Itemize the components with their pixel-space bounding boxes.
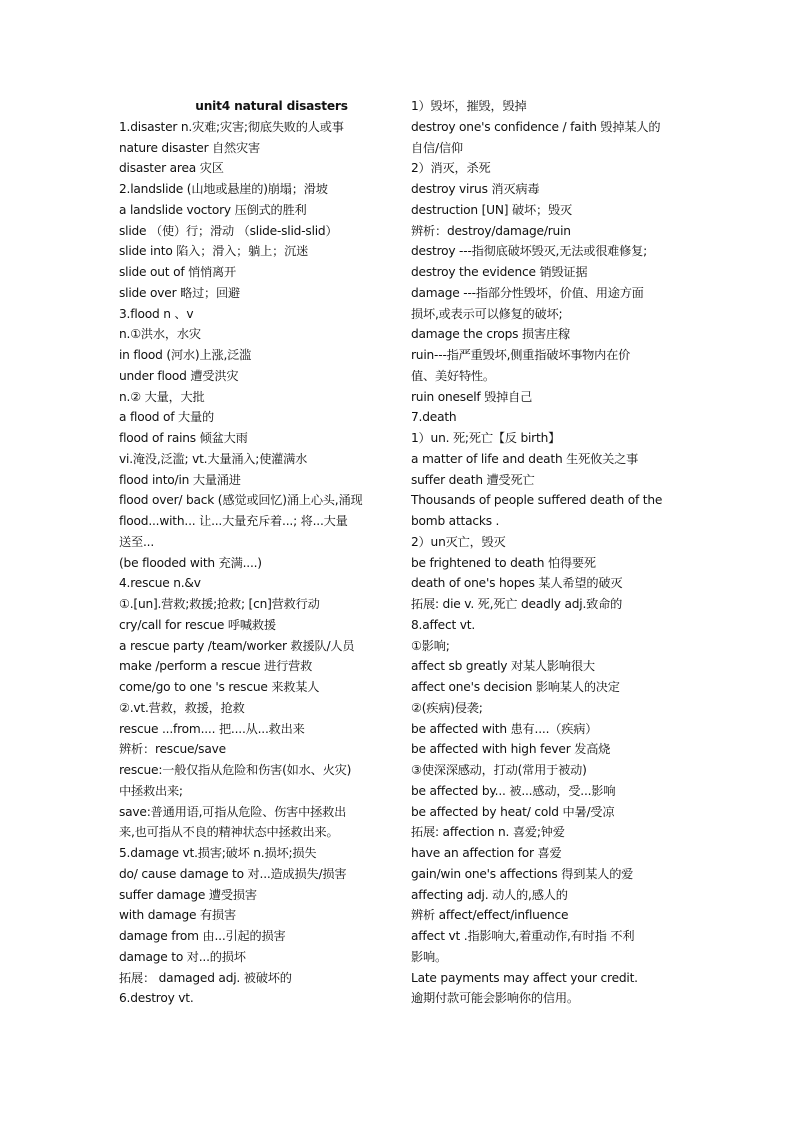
text-line: a flood of 大量的 [119, 410, 214, 425]
text-line: do/ cause damage to 对...造成损失/损害 [119, 866, 347, 881]
text-line: Thousands of people suffered death of the [411, 493, 663, 508]
text-line: a matter of life and death 生死攸关之事 [411, 451, 639, 466]
text-line: 2.landslide (山地或悬崖的)崩塌；滑坡 [119, 182, 328, 196]
text-line: affect sb greatly 对某人影响很大 [411, 659, 595, 674]
text-line: slide （使）行；滑动 （slide-slid-slid） [119, 223, 338, 238]
text-line: under flood 遭受洪灾 [119, 368, 239, 383]
text-line: suffer damage 遭受损害 [119, 887, 257, 902]
text-line: 4.rescue n.&v [119, 576, 201, 591]
text-line: cry/call for rescue 呼喊救援 [119, 617, 276, 632]
text-line: destroy the evidence 销毁证据 [411, 265, 588, 279]
text-line: 损坏,或表示可以修复的破坏; [411, 306, 563, 321]
text-line: 值、美好特性。 [411, 368, 495, 383]
text-line: Late payments may affect your credit. [411, 970, 638, 985]
text-line: make /perform a rescue 进行营救 [119, 659, 313, 674]
text-line: ruin---指严重毁坏,侧重指破坏事物内在价 [411, 348, 631, 362]
text-line: gain/win one's affections 得到某人的爱 [411, 866, 634, 881]
text-line: rescue:一般仅指从危险和伤害(如水、火灾) [119, 763, 352, 777]
text-line: be affected with 患有....（疾病） [411, 721, 598, 736]
text-line: affect vt .指影响大,着重动作,有时指 不利 [411, 929, 635, 943]
text-line: n.② 大量，大批 [119, 389, 205, 404]
text-line: 影响。 [411, 949, 447, 964]
text-line: death of one's hopes 某人希望的破灭 [411, 576, 623, 591]
text-line: 辨析：rescue/save [119, 742, 226, 757]
text-line: ①影响; [411, 638, 450, 653]
text-line: ②.vt.营救，救援，抢救 [119, 700, 245, 715]
text-line: disaster area 灾区 [119, 161, 224, 176]
text-line: affect one's decision 影响某人的决定 [411, 680, 620, 694]
text-line: have an affection for 喜爱 [411, 846, 562, 860]
text-line: be affected by heat/ cold 中暑/受凉 [411, 804, 615, 819]
text-line: 送至... [119, 534, 154, 549]
text-line: destruction [UN] 破坏；毁灭 [411, 202, 572, 217]
text-line: 来,也可指从不良的精神状态中拯救出来。 [119, 825, 339, 840]
text-line: destroy ---指彻底破坏毁灭,无法或很难修复; [411, 244, 648, 259]
text-line: be affected by... 被...感动，受...影响 [411, 783, 616, 798]
text-line: destroy virus 消灭病毒 [411, 182, 540, 196]
text-line: be frightened to death 怕得要死 [411, 555, 596, 570]
text-line: 1）un. 死;死亡【反 birth】 [411, 431, 561, 445]
text-line: flood...with... 让...大量充斥着...; 将...大量 [119, 514, 348, 528]
text-line: ruin oneself 毁掉自己 [411, 389, 533, 404]
right-column [411, 96, 696, 1009]
text-line: ③使深深感动，打动(常用于被动) [411, 763, 587, 777]
text-line: 拓展： damaged adj. 被破坏的 [119, 970, 292, 985]
left-column [119, 96, 404, 1009]
text-line: 5.damage vt.损害;破坏 n.损坏;损失 [119, 846, 317, 860]
text-line: 3.flood n 、v [119, 306, 194, 321]
text-line: in flood (河水)上涨,泛滥 [119, 348, 252, 362]
text-line: 辨析：destroy/damage/ruin [411, 223, 571, 238]
text-line: damage the crops 损害庄稼 [411, 327, 570, 342]
text-line: be affected with high fever 发高烧 [411, 742, 611, 757]
text-line: flood over/ back (感觉或回忆)涌上心头,涌现 [119, 493, 363, 508]
text-line: come/go to one 's rescue 来救某人 [119, 680, 320, 694]
text-line: 7.death [411, 410, 457, 425]
text-line: 2）消灭，杀死 [411, 161, 491, 176]
text-line: a landslide voctory 压倒式的胜利 [119, 202, 307, 217]
text-line: 6.destroy vt. [119, 991, 194, 1006]
text-line: 2）un灭亡，毁灭 [411, 534, 506, 549]
text-line: ②(疾病)侵袭; [411, 700, 483, 715]
text-line: 8.affect vt. [411, 617, 475, 632]
text-line: nature disaster 自然灾害 [119, 140, 261, 155]
document-title: unit4 natural disasters [195, 99, 348, 113]
text-line: 自信/信仰 [411, 140, 463, 155]
text-line: slide over 略过；回避 [119, 285, 241, 300]
text-line: damage to 对...的损坏 [119, 949, 246, 964]
text-line: with damage 有损害 [119, 908, 236, 923]
text-line: (be flooded with 充满....) [119, 555, 262, 570]
text-line: 1.disaster n.灾难;灾害;彻底失败的人或事 [119, 119, 344, 134]
text-line: n.①洪水，水灾 [119, 327, 201, 342]
text-line: destroy one's confidence / faith 毁掉某人的 [411, 119, 661, 134]
text-line: slide into 陷入；滑入；躺上；沉迷 [119, 244, 309, 259]
text-line: 1）毁坏，摧毁，毁掉 [411, 99, 527, 113]
text-line: ①.[un].营救;救援;抢救; [cn]营救行动 [119, 597, 320, 611]
text-line: save:普通用语,可指从危险、伤害中拯救出 [119, 804, 347, 819]
text-line: bomb attacks . [411, 514, 500, 528]
text-line: 拓展: affection n. 喜爱;钟爱 [411, 825, 565, 840]
text-line: 逾期付款可能会影响你的信用。 [411, 991, 579, 1006]
text-line: suffer death 遭受死亡 [411, 472, 535, 487]
text-line: flood of rains 倾盆大雨 [119, 431, 248, 445]
text-line: affecting adj. 动人的,感人的 [411, 887, 568, 902]
text-line: 辨析 affect/effect/influence [411, 908, 569, 923]
text-line: damage ---指部分性毁坏，价值、用途方面 [411, 285, 644, 300]
text-line: damage from 由...引起的损害 [119, 929, 286, 943]
text-line: 中拯救出来; [119, 783, 183, 798]
text-line: rescue ...from.... 把....从...救出来 [119, 721, 305, 736]
text-line: a rescue party /team/worker 救援队/人员 [119, 638, 355, 653]
text-line: 拓展: die v. 死,死亡 deadly adj.致命的 [411, 597, 623, 611]
text-line: vi.淹没,泛滥; vt.大量涌入;使灌满水 [119, 451, 308, 466]
text-line: slide out of 悄悄离开 [119, 265, 237, 279]
text-line: flood into/in 大量涌进 [119, 472, 241, 487]
